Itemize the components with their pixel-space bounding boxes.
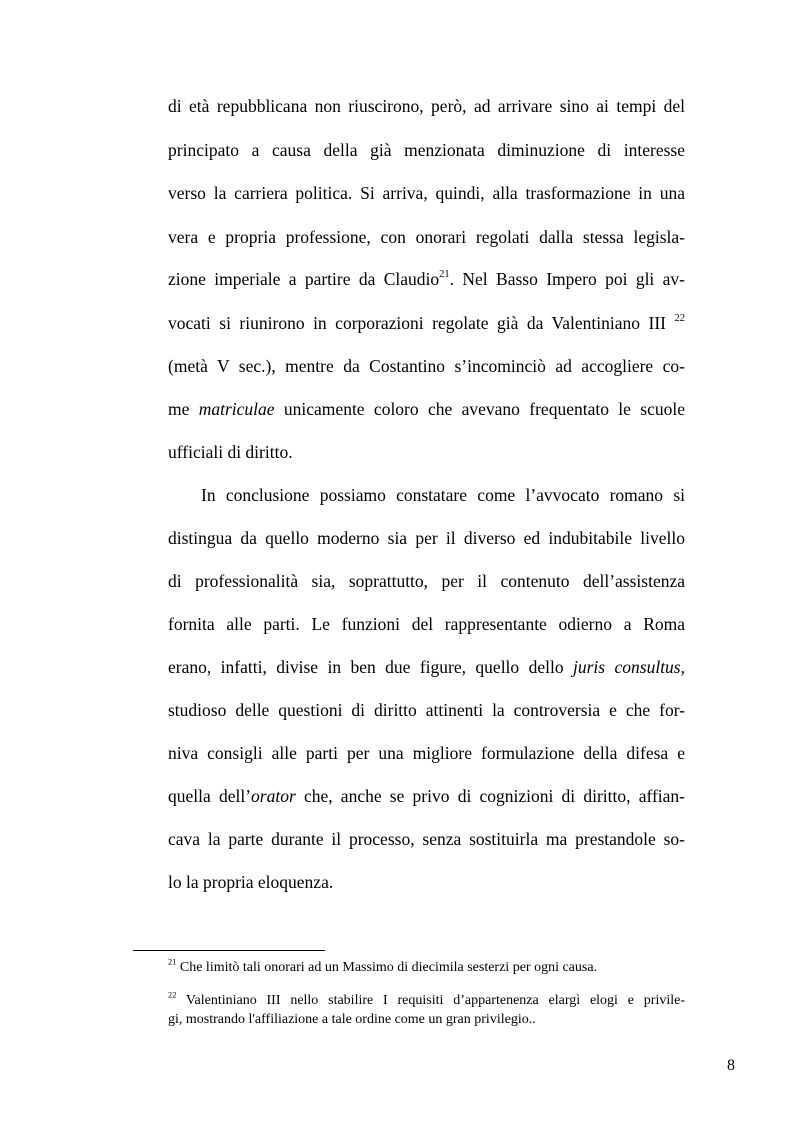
paragraph-2-line-7: niva consigli alle parti per una migliore formulazione della difesa e: [168, 743, 685, 763]
footnote-22-line-1: [168, 991, 685, 1010]
footnote-number: 21: [168, 957, 177, 967]
paragraph-1-line-6: [168, 312, 685, 334]
text-segment: . Nel Basso Impero poi gli av-: [449, 269, 685, 289]
footnote-number: 22: [168, 991, 177, 1000]
footnote-ref-21: 21: [439, 269, 450, 281]
paragraph-2-line-4: fornita alle parti. Le funzioni del rappresentante odierno a Roma: [168, 614, 685, 634]
paragraph-2-line-8: [168, 785, 685, 807]
text-segment: quella dell’: [168, 786, 252, 806]
paragraph-2-line-3: di professionalità sia, soprattutto, per il contenuto dell’assistenza: [168, 571, 685, 591]
text-segment: vocati si riunirono in corporazioni regolate già da Valentiniano III: [168, 313, 675, 333]
paragraph-2-line-9: cava la parte durante il processo, senza sostituirla ma prestandole so-: [168, 829, 685, 849]
paragraph-2-line-5: [168, 656, 685, 678]
paragraph-1-line-3: verso la carriera politica. Si arriva, quindi, alla trasformazione in una: [168, 183, 685, 203]
italic-term-orator: orator: [251, 786, 296, 806]
paragraph-2-line-2: distingua da quello moderno sia per il diverso ed indubitabile livello: [168, 528, 685, 548]
paragraph-1-line-7: (metà V sec.), mentre da Costantino s’incominciò ad accogliere co-: [168, 356, 685, 376]
footnote-text: Valentiniano III nello stabilire I requisiti d’appartenenza elargì elogi e privile-: [176, 993, 685, 1008]
paragraph-2-line-6: studioso delle questioni di diritto attinenti la controversia e che for-: [168, 700, 685, 720]
footnote-22-line-2: gi, mostrando l'affiliazione a tale ordine come un gran privilegio..: [168, 1012, 536, 1027]
paragraph-1-line-4: vera e propria professione, con onorari regolati dalla stessa legisla-: [168, 227, 685, 247]
footnote-text: Che limitò tali onorari ad un Massimo di diecimila sesterzi per ogni causa.: [176, 960, 598, 975]
text-segment: erano, infatti, divise in ben due figure, quello dello: [168, 657, 573, 677]
paragraph-1-line-2: principato a causa della già menzionata diminuzione di interesse: [168, 140, 685, 160]
paragraph-2-line-1: In conclusione possiamo constatare come l’avvocato romano si: [201, 485, 685, 505]
paragraph-1-line-5: [168, 268, 685, 290]
page-number: 8: [727, 1057, 735, 1074]
paragraph-1-line-1: di età repubblicana non riuscirono, però, ad arrivare sino ai tempi del: [168, 96, 685, 116]
footnote-21: [168, 958, 685, 977]
footnote-ref-22: 22: [674, 313, 685, 325]
text-segment: unicamente coloro che avevano frequentato le scuole: [274, 399, 685, 419]
italic-term-matriculae: matriculae: [198, 399, 275, 419]
footnote-separator: [133, 950, 325, 951]
paragraph-2-line-10: lo la propria eloquenza.: [168, 872, 334, 892]
text-segment: me: [168, 399, 199, 419]
italic-term-juris-consultus: juris consultus,: [573, 657, 685, 677]
text-segment: che, anche se privo di cognizioni di diritto, affian-: [295, 786, 685, 806]
text-segment: zione imperiale a partire da Claudio: [168, 269, 440, 289]
paragraph-1-line-8: [168, 398, 685, 420]
paragraph-1-line-9: ufficiali di diritto.: [168, 442, 293, 462]
